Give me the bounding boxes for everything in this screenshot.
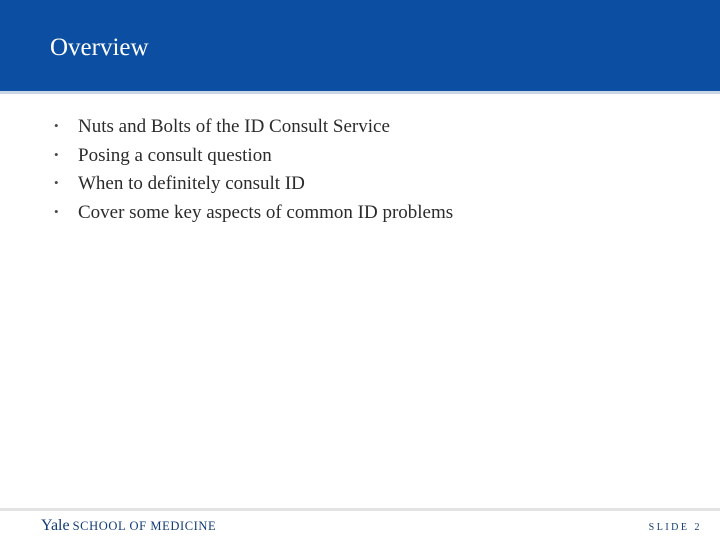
header-divider xyxy=(0,91,720,94)
logo-yale-word: Yale xyxy=(41,517,70,534)
slide-number xyxy=(649,522,702,533)
bullet-item xyxy=(54,173,453,202)
slide-title: Overview xyxy=(50,34,149,61)
slide-label: SLIDE xyxy=(648,522,690,533)
bullet-text: Nuts and Bolts of the ID Consult Service xyxy=(78,116,390,137)
bullet-item xyxy=(54,116,453,145)
bullet-text: Posing a consult question xyxy=(78,144,272,166)
bullet-list xyxy=(54,116,453,231)
footer-divider xyxy=(0,508,720,511)
bullet-text: Cover some key aspects of common ID problems xyxy=(78,202,454,224)
bullet-item xyxy=(54,202,453,231)
bullet-icon: • xyxy=(54,146,59,162)
bullet-text: When to definitely consult ID xyxy=(78,173,305,195)
bullet-item xyxy=(54,145,453,174)
bullet-icon: • xyxy=(54,204,59,220)
bullet-icon: • xyxy=(54,175,59,191)
yale-school-of-medicine-logo xyxy=(41,517,216,535)
logo-school-name: SCHOOL OF MEDICINE xyxy=(72,519,217,533)
slide-number-value: 2 xyxy=(694,522,702,533)
bullet-icon: • xyxy=(54,118,59,133)
